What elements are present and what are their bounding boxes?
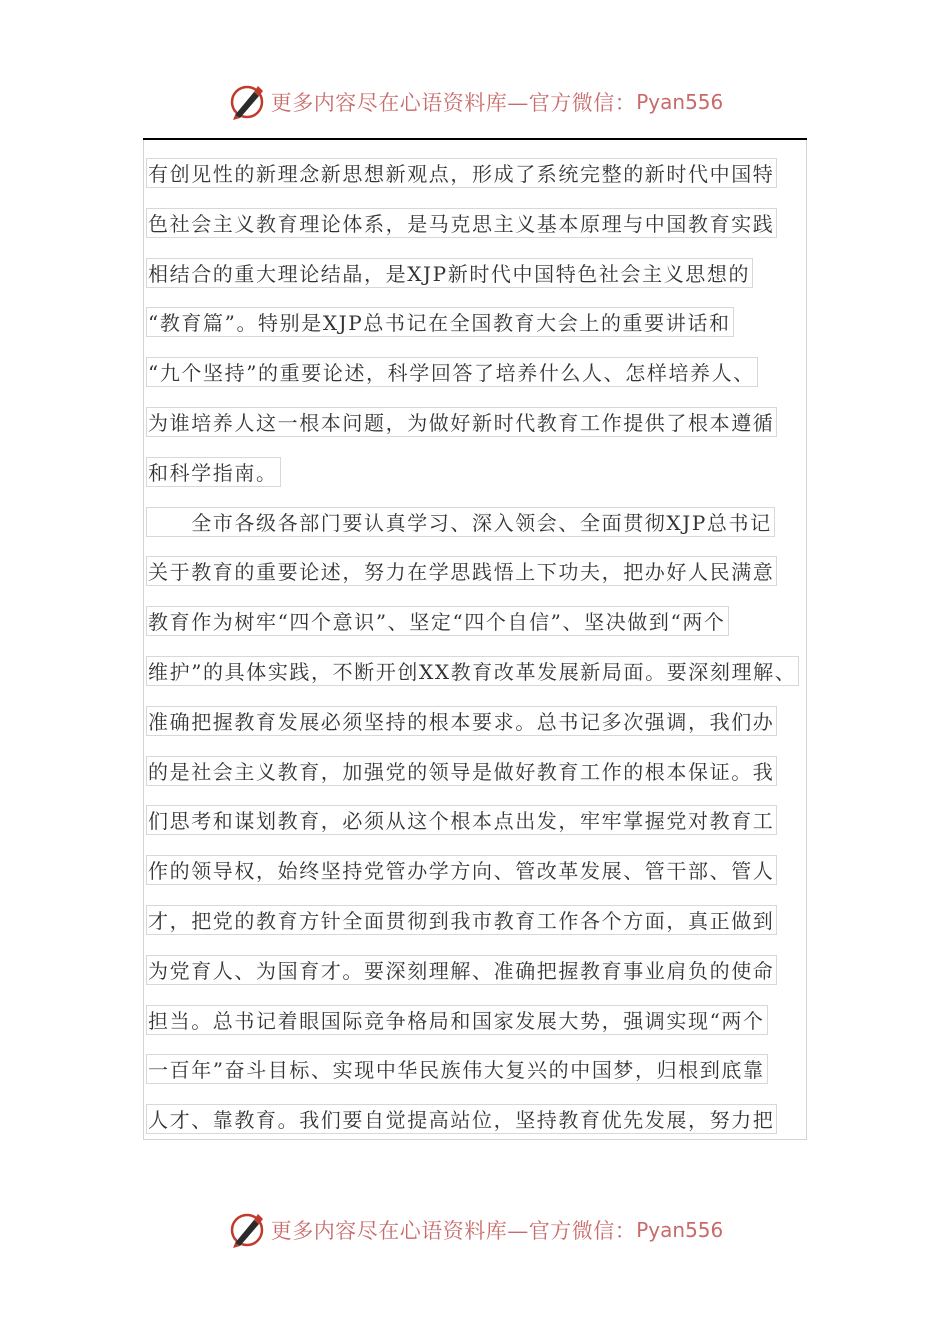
text-line xyxy=(146,497,846,547)
banner-text: 更多内容尽在心语资料库—官方微信： xyxy=(270,91,637,115)
text-line-content: 作的领导权，始终坚持党管办学方向、管改革发展、管干部、管人 xyxy=(146,855,777,885)
text-line-content: 维护”的具体实践，不断开创XX教育改革发展新局面。要深刻理解、 xyxy=(146,656,799,686)
text-line-content: 准确把握教育发展必须坚持的根本要求。总书记多次强调，我们办 xyxy=(146,706,777,736)
text-line-content: 的是社会主义教育，加强党的领导是做好教育工作的根本保证。我 xyxy=(146,756,777,786)
text-line xyxy=(146,347,846,397)
pen-logo-icon xyxy=(227,82,267,122)
body-text xyxy=(146,148,846,1144)
text-line-content: 教育作为树牢“四个意识”、坚定“四个自信”、坚决做到“两个 xyxy=(146,606,729,636)
text-line xyxy=(146,696,846,746)
text-line-content: 担当。总书记着眼国际竞争格局和国家发展大势，强调实现“两个 xyxy=(146,1005,768,1035)
text-line xyxy=(146,646,846,696)
text-line xyxy=(146,1044,846,1094)
text-line-content: 为党育人、为国育才。要深刻理解、准确把握教育事业肩负的使命 xyxy=(146,955,777,985)
text-line-content: 一百年”奋斗目标、实现中华民族伟大复兴的中国梦，归根到底靠 xyxy=(146,1054,768,1084)
text-line-content: “九个坚持”的重要论述，科学回答了培养什么人、怎样培养人、 xyxy=(146,357,758,387)
text-line xyxy=(146,447,846,497)
banner-text: 更多内容尽在心语资料库—官方微信： xyxy=(270,1219,637,1243)
text-line xyxy=(146,1094,846,1144)
text-line xyxy=(146,746,846,796)
text-line-content: 人才、靠教育。我们要自觉提高站位，坚持教育优先发展，努力把 xyxy=(146,1104,777,1134)
text-line-content: 有创见性的新理念新思想新观点，形成了系统完整的新时代中国特 xyxy=(146,158,777,188)
text-line xyxy=(146,945,846,995)
text-line-content: “教育篇”。特别是XJP总书记在全国教育大会上的重要讲话和 xyxy=(146,307,734,337)
text-line xyxy=(146,198,846,248)
footer-banner xyxy=(0,1208,950,1252)
text-line-content: 全市各级各部门要认真学习、深入领会、全面贯彻XJP总书记 xyxy=(146,507,775,537)
wechat-id: Pyan556 xyxy=(636,90,724,114)
text-line xyxy=(146,795,846,845)
text-line xyxy=(146,397,846,447)
text-line xyxy=(146,148,846,198)
text-line xyxy=(146,248,846,298)
text-line-content: 相结合的重大理论结晶，是XJP新时代中国特色社会主义思想的 xyxy=(146,258,753,288)
pen-logo-icon xyxy=(227,1210,267,1250)
header-banner xyxy=(0,80,950,124)
text-line xyxy=(146,596,846,646)
text-line-content: 关于教育的重要论述，努力在学思践悟上下功夫，把办好人民满意 xyxy=(146,556,777,586)
text-line-content: 才，把党的教育方针全面贯彻到我市教育工作各个方面，真正做到 xyxy=(146,905,777,935)
text-line-content: 为谁培养人这一根本问题，为做好新时代教育工作提供了根本遵循 xyxy=(146,407,777,437)
text-line xyxy=(146,845,846,895)
text-line-content: 和科学指南。 xyxy=(146,457,281,487)
text-line xyxy=(146,995,846,1045)
text-line-content: 色社会主义教育理论体系，是马克思主义基本原理与中国教育实践 xyxy=(146,208,777,238)
text-line xyxy=(146,297,846,347)
wechat-id: Pyan556 xyxy=(636,1218,724,1242)
text-line-content: 们思考和谋划教育，必须从这个根本点出发，牢牢掌握党对教育工 xyxy=(146,805,777,835)
text-line xyxy=(146,895,846,945)
text-line xyxy=(146,546,846,596)
